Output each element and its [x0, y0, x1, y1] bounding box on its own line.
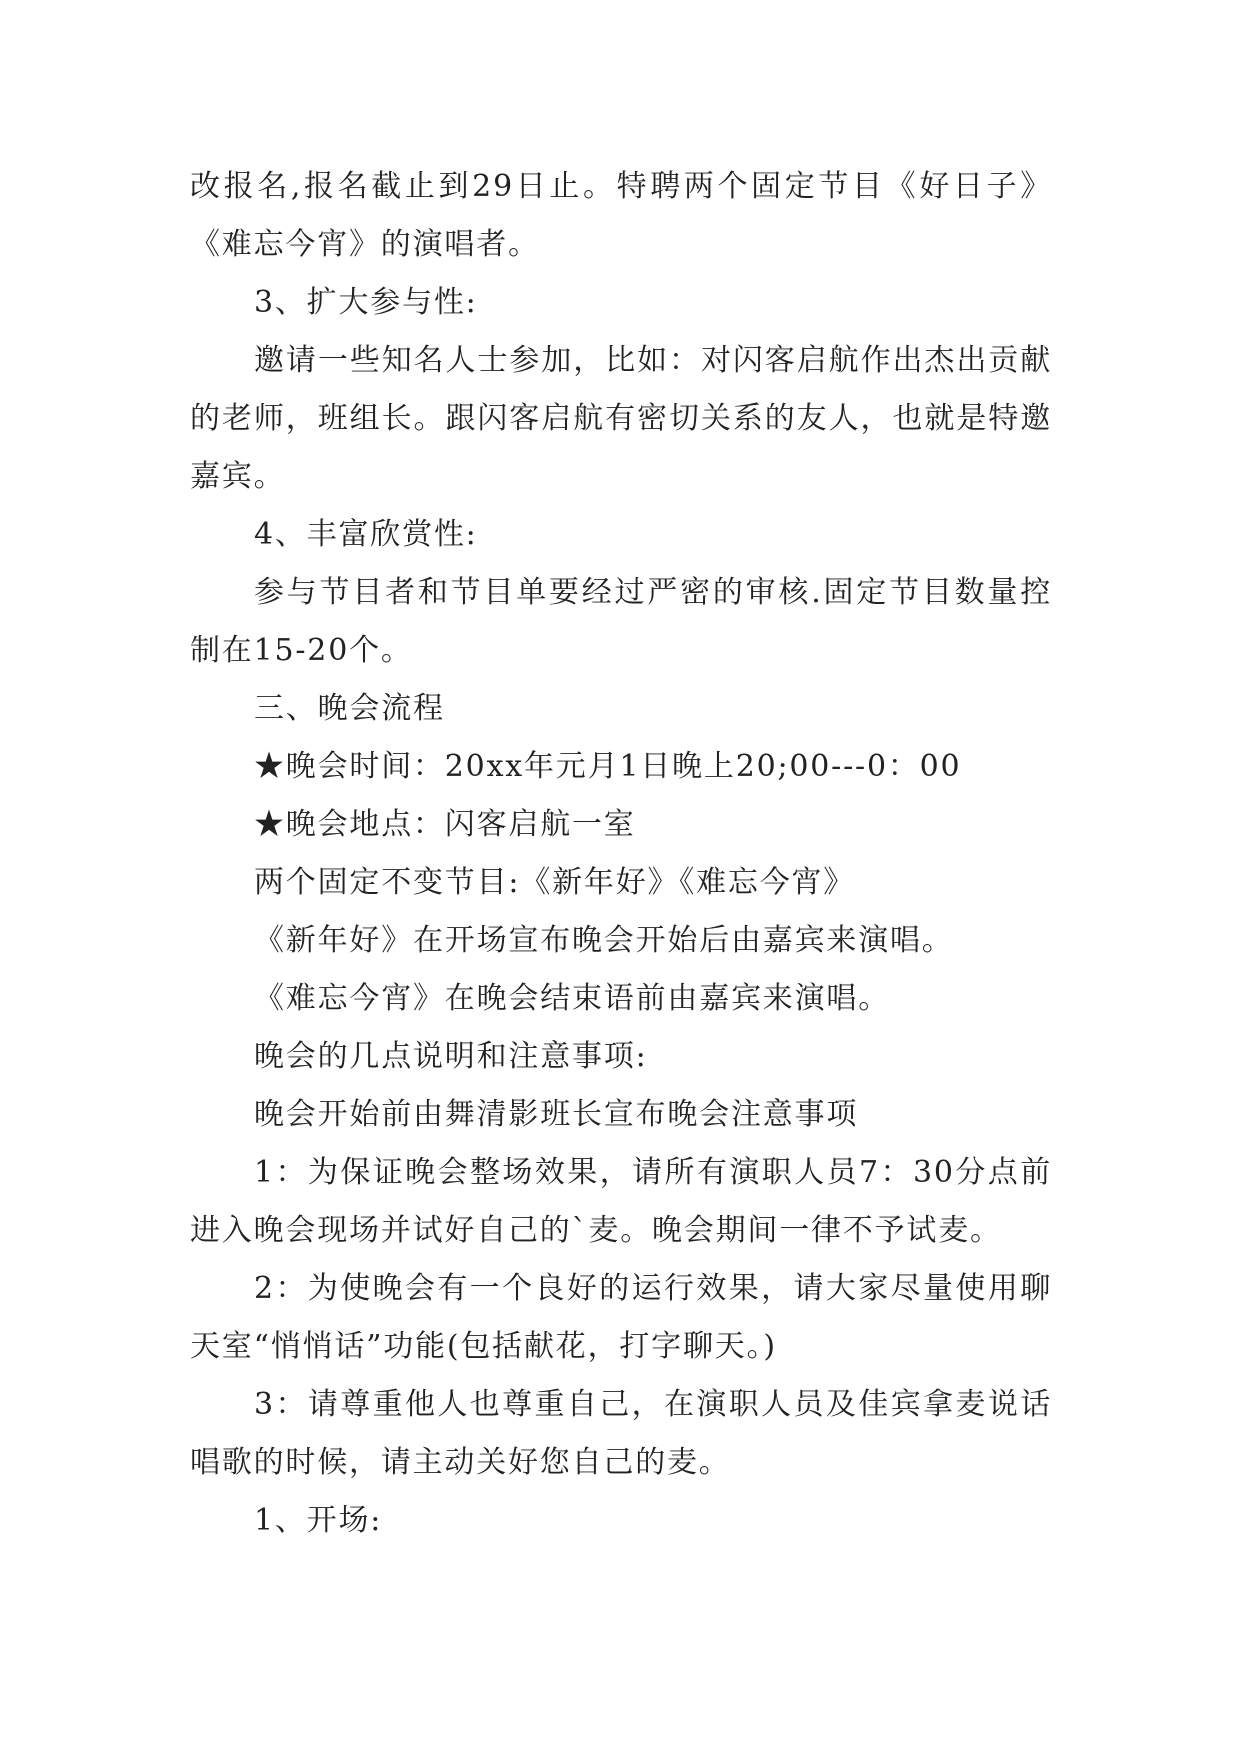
heading-notes: 晚会的几点说明和注意事项:: [254, 1039, 648, 1074]
party-time: ★晚会时间：20xx年元月1日晚上20;00---0：00: [254, 749, 962, 784]
paragraph-program-review: 参与节目者和节目单要经过严密的审核.固定节目数量控制在15-20个。: [190, 575, 1052, 668]
party-location: ★晚会地点：闪客启航一室: [254, 807, 636, 842]
note-item-1: 1：为保证晚会整场效果，请所有演职人员7：30分点前进入晚会现场并试好自己的`麦。晚会期间一律不予试麦。: [190, 1155, 1052, 1248]
heading-opening: 1、开场:: [254, 1503, 383, 1538]
note-item-2: 2：为使晚会有一个良好的运行效果，请大家尽量使用聊天室“悄悄话”功能(包括献花，打字聊天。): [190, 1271, 1052, 1364]
paragraph-announcement: 晚会开始前由舞清影班长宣布晚会注意事项: [254, 1097, 859, 1132]
paragraph-new-year-song: 《新年好》在开场宣布晚会开始后由嘉宾来演唱。: [254, 923, 954, 958]
paragraph-invite-guests: 邀请一些知名人士参加，比如：对闪客启航作出杰出贡献的老师，班组长。跟闪客启航有密切关系的友人，也就是特邀嘉宾。: [190, 343, 1052, 494]
document-body: [190, 158, 1052, 1550]
paragraph-fixed-programs: 两个固定不变节目:《新年好》《难忘今宵》: [254, 865, 856, 900]
note-item-3: 3：请尊重他人也尊重自己，在演职人员及佳宾拿麦说话唱歌的时候，请主动关好您自己的麦。: [190, 1387, 1052, 1480]
heading-participation: 3、扩大参与性:: [254, 285, 478, 320]
heading-appreciation: 4、丰富欣赏性:: [254, 517, 478, 552]
paragraph-closing-song: 《难忘今宵》在晚会结束语前由嘉宾来演唱。: [254, 981, 890, 1016]
paragraph-registration-deadline: 改报名,报名截止到29日止。特聘两个固定节目《好日子》《难忘今宵》的演唱者。: [190, 169, 1052, 262]
heading-party-process: 三、晚会流程: [254, 691, 445, 726]
